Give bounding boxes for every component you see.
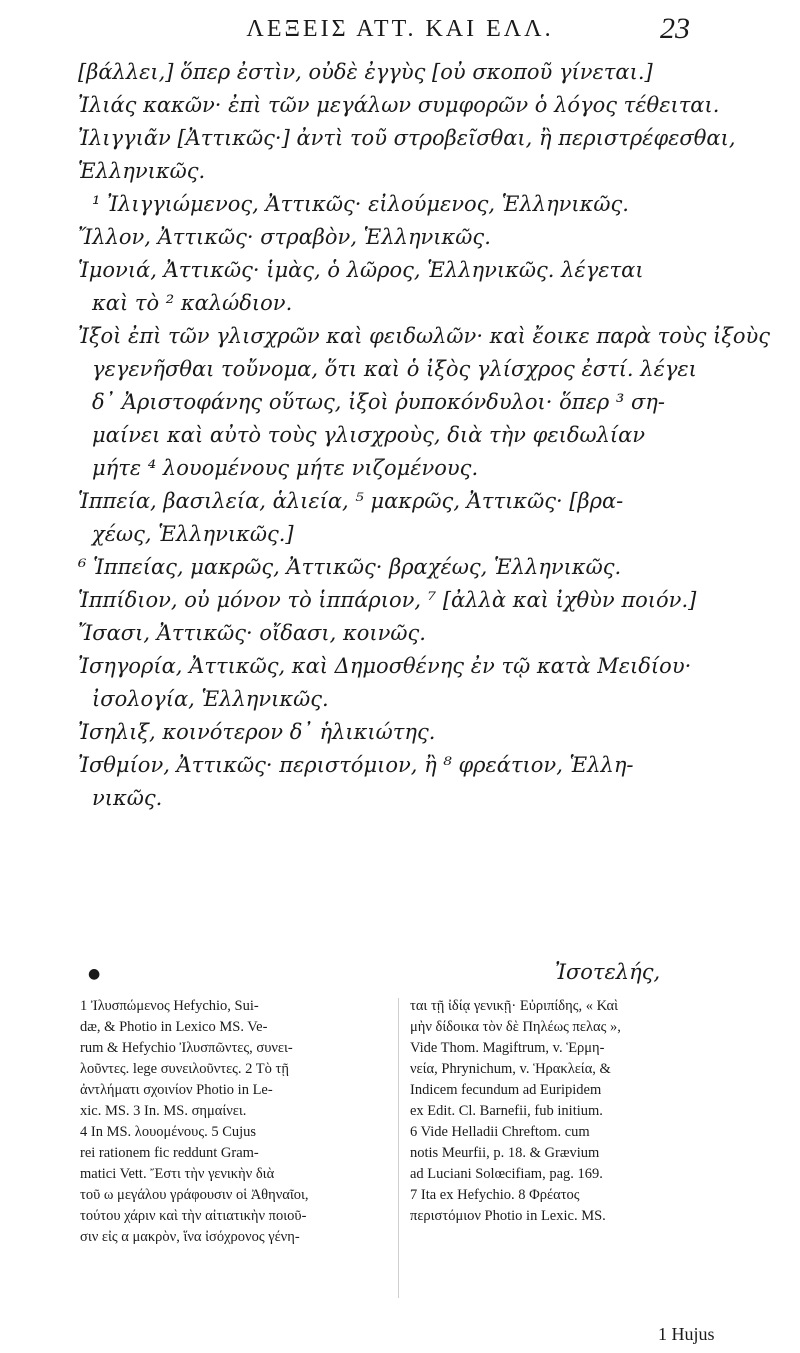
footer-catch-word: 1 Hujus <box>658 1324 715 1344</box>
page-header <box>0 10 800 50</box>
text-line: Ἱππίδιον, οὐ μόνον τὸ ἱππάριον, ⁷ [ἀλλὰ καὶ ἰχθὺν ποιόν.] <box>78 588 697 612</box>
main-text <box>78 56 771 815</box>
text-line: νικῶς. <box>92 786 163 810</box>
note-line: notis Meurfii, p. 18. & Grævium <box>410 1145 600 1161</box>
note-line: Indicem fecundum ad Euripidem <box>410 1082 602 1098</box>
note-line: τούτου χάριν καὶ τὴν αἰτιατικὴν ποιοῦ- <box>80 1208 307 1224</box>
catch-word: Ἰσοτελής, <box>555 960 661 984</box>
note-line: μὴν δίδοικα τὸν δὲ Πηλέως πελας », <box>410 1019 621 1035</box>
note-line: νεία, Phrynichum, v. Ἡρακλεία, & <box>410 1061 611 1077</box>
note-line: rum & Hefychio Ἰλυσπῶντες, συνει- <box>80 1040 293 1056</box>
note-line: σιν εἰς α μακρὸν, ἵνα ἰσόχρονος γένη- <box>80 1229 300 1245</box>
note-line: τοῦ ω μεγάλου γράφουσιν οἱ Ἀθηναῖοι, <box>80 1187 309 1203</box>
text-line: γεγενῆσθαι τοὔνομα, ὅτι καὶ ὁ ἰξὸς γλίσχρος ἐστί. λέγει <box>92 357 697 381</box>
signature-mark: ● <box>88 966 101 982</box>
footnotes-right-column <box>410 996 720 1227</box>
note-line: Vide Thom. Magiftrum, v. Ἑρμη- <box>410 1040 605 1056</box>
note-line: 4 In MS. λουομένους. 5 Cujus <box>80 1124 257 1140</box>
text-line: ἰσολογία, Ἑλληνικῶς. <box>92 687 329 711</box>
text-line: Ἱππεία, βασιλεία, ἁλιεία, ⁵ μακρῶς, Ἀττικῶς· [βρα- <box>78 489 624 513</box>
footnotes <box>80 996 730 1326</box>
text-line: Ἰλιγγιᾶν [Ἀττικῶς·] ἀντὶ τοῦ στροβεῖσθαι, ἢ περιστρέφεσθαι, <box>78 126 736 150</box>
running-head: ΛΕΞΕΙΣ ΑΤΤ. ΚΑΙ ΕΛΛ. <box>246 16 554 42</box>
note-line: rei rationem fic reddunt Gram- <box>80 1145 259 1161</box>
text-line: μήτε ⁴ λουομένους μήτε νιζομένους. <box>92 456 479 480</box>
text-line: Ἴσασι, Ἀττικῶς· οἴδασι, κοινῶς. <box>78 621 426 645</box>
text-line: χέως, Ἑλληνικῶς.] <box>92 522 294 546</box>
page-number: 23 <box>660 12 690 45</box>
text-line: μαίνει καὶ αὐτὸ τοὺς γλισχροὺς, διὰ τὴν φειδωλίαν <box>92 423 646 447</box>
signature-line <box>0 960 800 990</box>
note-line: matici Vett. Ἔστι τὴν γενικὴν διὰ <box>80 1166 275 1182</box>
note-line: 7 Ita ex Hefychio. 8 Φρέατος <box>410 1187 580 1203</box>
note-line: 6 Vide Helladii Chreftom. cum <box>410 1124 590 1140</box>
text-line: Ἰλιάς κακῶν· ἐπὶ τῶν μεγάλων συμφορῶν ὁ λόγος τέθειται. <box>78 93 720 117</box>
note-line: ἀντλήματι σχοινίον Photio in Le- <box>80 1082 273 1098</box>
note-line: λοῦντες. lege συνειλοῦντες. 2 Τὸ τῇ <box>80 1061 289 1077</box>
footnotes-left-column <box>80 996 390 1248</box>
note-line: περιστόμιον Photio in Lexic. MS. <box>410 1208 606 1224</box>
text-line: [βάλλει,] ὅπερ ἐστὶν, οὐδὲ ἐγγὺς [οὐ σκοποῦ γίνεται.] <box>78 60 653 84</box>
text-line: Ἰσθμίον, Ἀττικῶς· περιστόμιον, ἢ ⁸ φρεάτιον, Ἑλλη- <box>78 753 634 777</box>
text-line: Ἰσηγορία, Ἀττικῶς, καὶ Δημοσθένης ἐν τῷ κατὰ Μειδίου· <box>78 654 692 678</box>
text-line: Ἑλληνικῶς. <box>78 159 206 183</box>
note-line: ad Luciani Solœcifiam, pag. 169. <box>410 1166 603 1182</box>
text-line: Ἰξοὶ ἐπὶ τῶν γλισχρῶν καὶ φειδωλῶν· καὶ ἔοικε παρὰ τοὺς ἰξοὺς <box>78 324 771 348</box>
note-line: ται τῇ ἰδίᾳ γενικῇ· Εὐριπίδης, « Καὶ <box>410 998 618 1014</box>
text-line: Ἰσηλιξ, κοινότερον δ᾽ ἡλικιώτης. <box>78 720 436 744</box>
text-line: ¹ Ἰλιγγιώμενος, Ἀττικῶς· εἰλούμενος, Ἑλληνικῶς. <box>92 192 629 216</box>
note-line: xic. MS. 3 In. MS. σημαίνει. <box>80 1103 247 1119</box>
column-divider <box>398 998 399 1298</box>
text-line: καὶ τὸ ² καλώδιον. <box>92 291 293 315</box>
note-line: dæ, & Photio in Lexico MS. Ve- <box>80 1019 268 1035</box>
text-line: Ἴλλον, Ἀττικῶς· στραβὸν, Ἑλληνικῶς. <box>78 225 491 249</box>
note-line: ex Edit. Cl. Barnefii, fub initium. <box>410 1103 603 1119</box>
text-line: ⁶ Ἱππείας, μακρῶς, Ἀττικῶς· βραχέως, Ἑλληνικῶς. <box>78 555 622 579</box>
text-line: Ἱμονιά, Ἀττικῶς· ἱμὰς, ὁ λῶρος, Ἑλληνικῶς. λέγεται <box>78 258 644 282</box>
note-line: 1 Ἰλυσπώμενος Hefychio, Sui- <box>80 998 259 1014</box>
text-line: δ᾽ Ἀριστοφάνης οὕτως, ἰξοὶ ῥυποκόνδυλοι· ὅπερ ³ ση- <box>92 390 665 414</box>
